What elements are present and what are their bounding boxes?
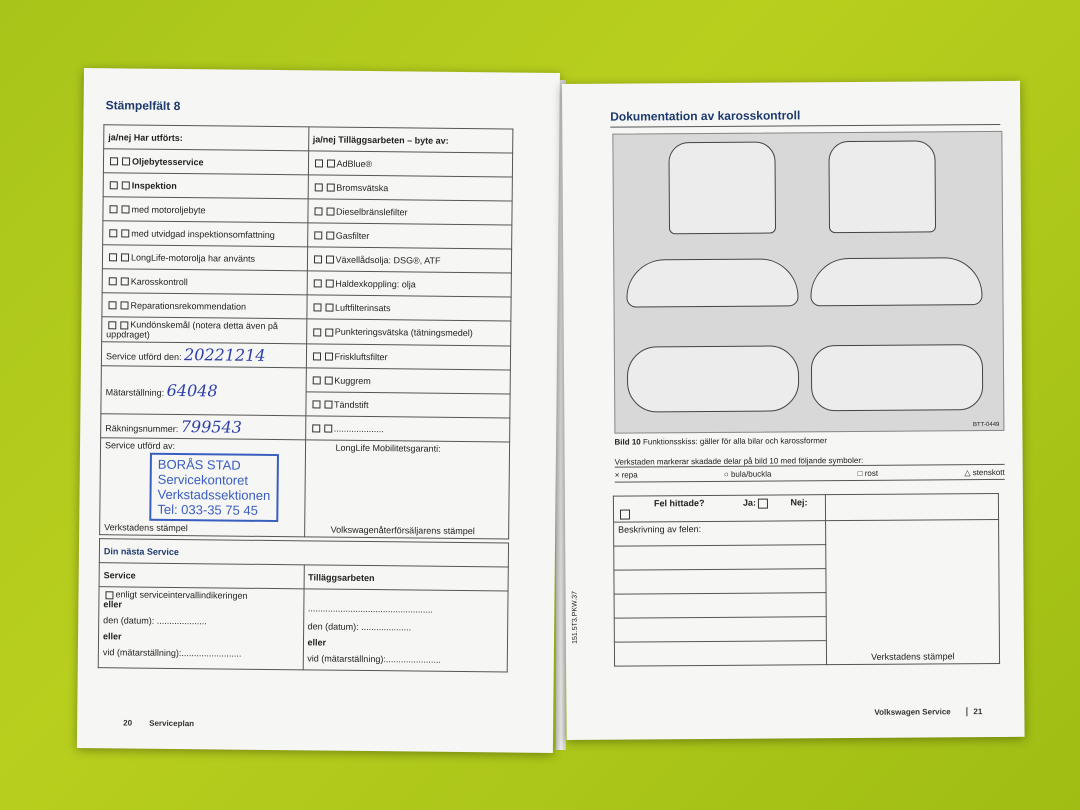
next-service-table	[98, 538, 509, 672]
page-number: 21	[966, 707, 982, 716]
car-top-view	[627, 345, 799, 412]
description-label: Beskrivning av felen:	[614, 521, 826, 546]
left-page	[77, 68, 560, 753]
next-service-title: Din nästa Service	[99, 539, 508, 567]
col1-header: ja/nej Har utförts:	[104, 125, 309, 151]
col2-header: ja/nej Tilläggsarbeten – byte av:	[308, 127, 513, 153]
diagram-code: BTT-0449	[973, 421, 1000, 429]
footer-label: Serviceplan	[149, 718, 195, 729]
next-service-cell: enligt serviceintervallindikeringen eller den (datum): .................... eller vid (mätarställning):........................	[98, 587, 303, 670]
longlife-cell: LongLife Mobilitetsgaranti: Volkswagenåterförsäljarens stämpel	[304, 440, 510, 539]
description-line[interactable]	[614, 545, 826, 570]
car-front-view	[828, 140, 936, 233]
description-line[interactable]	[614, 569, 826, 594]
workshop-stamp-label: Verkstadens stämpel	[825, 520, 999, 665]
car-rear-view	[668, 142, 776, 235]
row-item: AdBlue®	[308, 151, 513, 177]
legend-dent: ○ bula/buckla	[723, 469, 772, 479]
car-side-view-left	[626, 258, 798, 307]
row-item: med motoroljebyte	[103, 197, 308, 223]
row-item: Bromsvätska	[308, 175, 513, 201]
row-item: Kundönskemål (notera detta även på uppdraget)	[102, 317, 307, 344]
row-item: Växellådsolja: DSG®, ATF	[307, 247, 512, 273]
description-line[interactable]	[614, 617, 826, 642]
service-date-value: 20221214	[183, 345, 266, 365]
page-number: 20	[123, 718, 133, 728]
no-checkbox[interactable]	[620, 510, 630, 520]
row-item: med utvidgad inspektionsomfattning	[103, 221, 308, 247]
figure-caption: Bild 10 Funktionsskiss: gäller för alla bilar och karossformer	[614, 436, 828, 447]
row-item: ....................	[305, 416, 510, 442]
row-item: LongLife-motorolja har använts	[102, 245, 307, 271]
row-item: Luftfilterinsats	[306, 295, 511, 321]
odometer-cell: Mätarställning: 64048	[101, 366, 306, 416]
workshop-stamp-label: Verkstadens stämpel	[104, 522, 188, 534]
row-item: Kuggrem	[306, 368, 511, 394]
car-side-view-right	[810, 257, 982, 306]
fault-table	[613, 493, 1000, 667]
row-item: Haldexkoppling: olja	[307, 271, 512, 297]
row-item: Inspektion	[103, 173, 308, 199]
right-page	[562, 81, 1025, 740]
row-item: Tändstift	[305, 392, 510, 418]
legend-intro: Verkstaden markerar skadade delar på bild 10 med följande symboler:	[615, 455, 1005, 468]
next-col2-header: Tilläggsarbeten	[304, 565, 509, 591]
legend-scratch: × repa	[614, 470, 638, 480]
workshop-stamp: BORÅS STAD Servicekontoret Verkstadssektionen Tel: 033-35 75 45	[149, 453, 278, 522]
print-code: 151.5T3.PKW.37	[571, 590, 579, 644]
row-item: Friskluftsfilter	[306, 344, 511, 370]
page-title: Stämpelfält 8	[105, 98, 181, 114]
invoice-value: 799543	[180, 417, 242, 437]
next-col1-header: Service	[99, 563, 304, 589]
invoice-cell: Räkningsnummer: 799543	[101, 414, 306, 440]
legend-rust: □ rost	[857, 468, 879, 478]
description-line[interactable]	[614, 593, 826, 618]
car-diagram	[612, 131, 1004, 434]
odometer-value: 64048	[166, 380, 218, 401]
row-item: Punkteringsvätska (tätningsmedel)	[306, 319, 511, 346]
row-item: Dieselbränslefilter	[307, 199, 512, 225]
next-extra-cell: .................................................. den (datum): .................... eller vid (mätarställning):......................	[303, 589, 508, 672]
row-item: Karosskontroll	[102, 269, 307, 295]
car-underbody-view	[811, 344, 983, 411]
yes-checkbox[interactable]	[758, 498, 768, 508]
fault-question-cell: Fel hittade? Ja: Nej:	[613, 495, 825, 523]
row-item: Oljebytesservice	[103, 149, 308, 175]
row-item: Reparationsrekommendation	[102, 293, 307, 319]
damage-legend	[615, 468, 1005, 483]
description-line[interactable]	[614, 641, 826, 666]
page-title: Dokumentation av karosskontroll	[610, 108, 801, 124]
vw-stamp-label: Volkswagenåterförsäljarens stämpel	[330, 524, 475, 537]
service-date-cell: Service utförd den: 20221214	[101, 342, 306, 368]
legend-stone-chip: △ stenskott	[964, 467, 1005, 478]
footer-label: Volkswagen Service	[874, 707, 951, 717]
row-item: Gasfilter	[307, 223, 512, 249]
performed-by-cell: Service utförd av: Verkstadens stämpel	[100, 438, 306, 537]
